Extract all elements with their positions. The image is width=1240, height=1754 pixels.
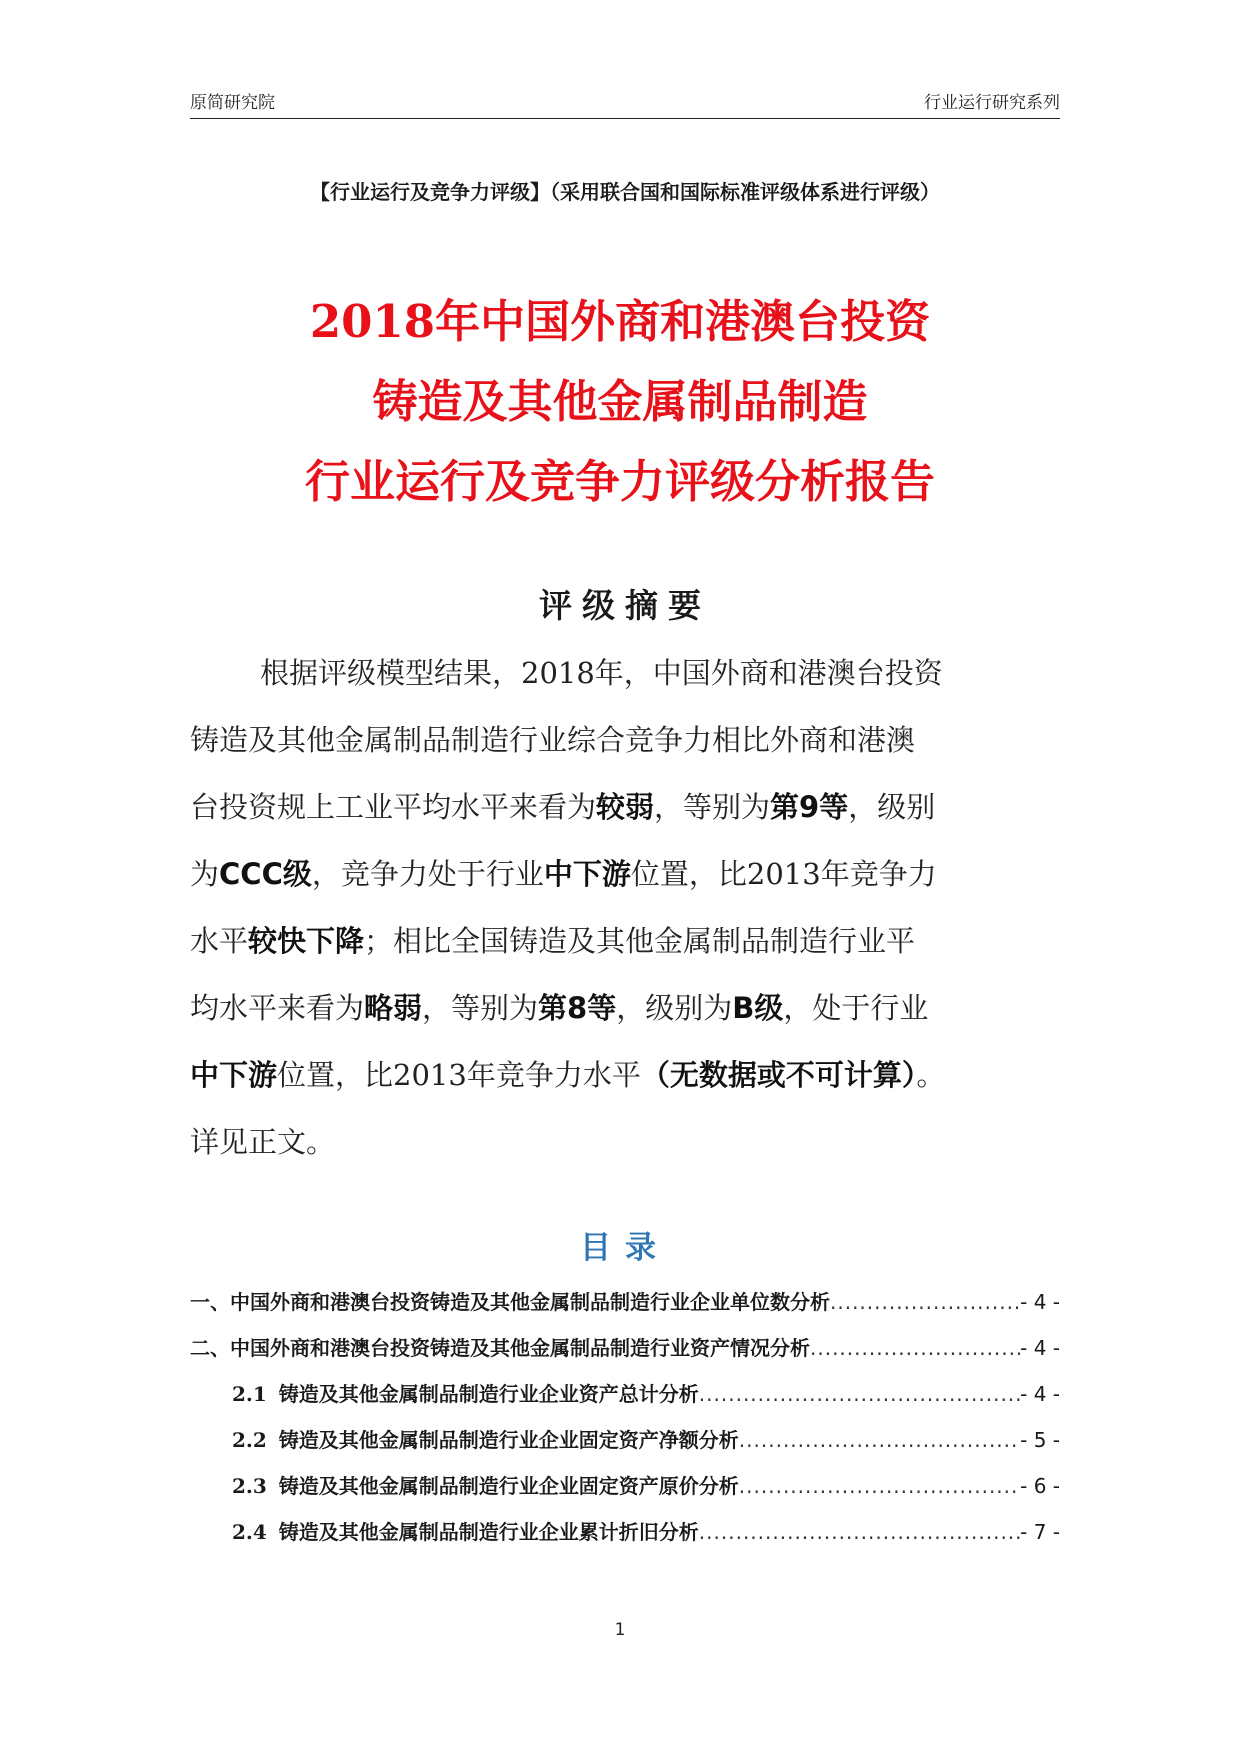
toc-item-text: 铸造及其他金属制品制造行业企业累计折旧分析	[278, 1520, 699, 1544]
abstract-text: ；相比全国铸造及其他金属制品制造行业平	[364, 924, 916, 958]
abstract-emphasis: 较弱	[596, 790, 655, 824]
abstract-emphasis: B级	[732, 991, 784, 1025]
toc-item-number: 一、	[190, 1290, 230, 1314]
page-number: 1	[614, 1620, 626, 1640]
toc-item-page: - 4 -	[1020, 1382, 1060, 1406]
toc-subitem[interactable]	[190, 1378, 1060, 1424]
abstract-line	[190, 975, 1060, 1042]
abstract-emphasis: 中下游	[190, 1058, 278, 1092]
abstract-heading: 评级摘要	[539, 586, 711, 625]
toc-item-number: 2.3	[232, 1474, 267, 1498]
abstract-text: 详见正文。	[190, 1125, 336, 1159]
toc-item-text: 中国外商和港澳台投资铸造及其他金属制品制造行业企业单位数分析	[230, 1290, 830, 1314]
abstract-text: ，级别	[848, 790, 936, 824]
abstract-body	[190, 640, 1060, 1176]
abstract-emphasis: （无数据或不可计算）	[640, 1058, 917, 1092]
abstract-line	[190, 640, 1060, 707]
toc-item-text: 铸造及其他金属制品制造行业企业资产总计分析	[278, 1382, 699, 1406]
abstract-emphasis: 略弱	[364, 991, 423, 1025]
abstract-text: 位置，比2013年竞争力	[630, 857, 937, 891]
header-org: 原简研究院	[190, 93, 275, 113]
toc-item-page: - 7 -	[1020, 1520, 1060, 1544]
header-series: 行业运行研究系列	[924, 93, 1060, 113]
abstract-line	[190, 908, 1060, 975]
toc-item-page: - 6 -	[1020, 1474, 1060, 1498]
toc-heading: 目录	[580, 1230, 670, 1266]
toc-leader-dots	[830, 1290, 1020, 1314]
abstract-emphasis: 中下游	[543, 857, 631, 891]
abstract-emphasis: 第9等	[770, 790, 849, 824]
title-line-1: 2018年中国外商和港澳台投资	[309, 295, 931, 348]
abstract-line	[190, 774, 1060, 841]
toc-leader-dots	[699, 1382, 1020, 1406]
abstract-line	[190, 841, 1060, 908]
toc-item-number: 二、	[190, 1336, 230, 1360]
toc-leader-dots	[699, 1520, 1020, 1544]
abstract-text: ，等别为	[422, 991, 539, 1025]
abstract-text: 铸造及其他金属制品制造行业综合竞争力相比外商和港澳	[190, 723, 916, 757]
toc-item-number: 2.4	[232, 1520, 267, 1544]
toc-item-page: - 4 -	[1020, 1336, 1060, 1360]
abstract-text: ，处于行业	[783, 991, 929, 1025]
abstract-text: 均水平来看为	[190, 991, 365, 1025]
abstract-line	[190, 1109, 1060, 1176]
page-header	[190, 84, 1060, 119]
toc-leader-dots	[810, 1336, 1020, 1360]
abstract-text: 根据评级模型结果，2018年，中国外商和港澳台投资	[260, 656, 943, 690]
report-tagline: 【行业运行及竞争力评级】（采用联合国和国际标准评级体系进行评级）	[310, 180, 940, 204]
toc-leader-dots	[739, 1474, 1020, 1498]
abstract-text: 为	[190, 857, 220, 891]
toc-item-number: 2.1	[232, 1382, 267, 1406]
toc-item-number: 2.2	[232, 1428, 267, 1452]
abstract-line	[190, 707, 1060, 774]
toc-item-text: 铸造及其他金属制品制造行业企业固定资产原价分析	[278, 1474, 739, 1498]
toc-item-text: 中国外商和港澳台投资铸造及其他金属制品制造行业资产情况分析	[230, 1336, 810, 1360]
toc-leader-dots	[739, 1428, 1020, 1452]
toc-subitem[interactable]	[190, 1424, 1060, 1470]
toc-subitem[interactable]	[190, 1470, 1060, 1516]
table-of-contents	[190, 1286, 1060, 1562]
abstract-line	[190, 1042, 1060, 1109]
abstract-text: ，竞争力处于行业	[311, 857, 544, 891]
toc-item-page: - 4 -	[1020, 1290, 1060, 1314]
abstract-emphasis: 较快下降	[248, 924, 365, 958]
title-line-2: 铸造及其他金属制品制造	[372, 375, 868, 428]
abstract-emphasis: 第8等	[538, 991, 617, 1025]
abstract-text: 台投资规上工业平均水平来看为	[190, 790, 597, 824]
abstract-text: 。	[916, 1058, 946, 1092]
report-title	[140, 282, 1100, 522]
title-line-3: 行业运行及竞争力评级分析报告	[304, 455, 935, 508]
abstract-text: 位置，比2013年竞争力水平	[277, 1058, 641, 1092]
abstract-emphasis: CCC级	[219, 857, 312, 891]
abstract-text: ，级别为	[616, 991, 733, 1025]
toc-subitem[interactable]	[190, 1516, 1060, 1562]
abstract-text: ，等别为	[654, 790, 771, 824]
toc-item[interactable]	[190, 1286, 1060, 1332]
abstract-text: 水平	[190, 924, 249, 958]
toc-item-text: 铸造及其他金属制品制造行业企业固定资产净额分析	[278, 1428, 739, 1452]
toc-item[interactable]	[190, 1332, 1060, 1378]
toc-item-page: - 5 -	[1020, 1428, 1060, 1452]
